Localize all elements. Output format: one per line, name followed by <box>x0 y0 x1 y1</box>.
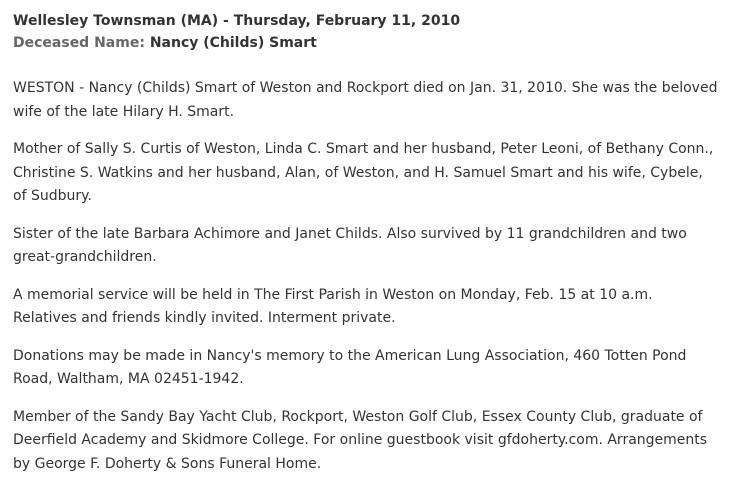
obituary-paragraph-service: A memorial service will be held in The First Parish in Weston on Monday, Feb. 15 at 10 a.m. Relatives and friends kindly invited. Interment private. <box>13 286 653 326</box>
obituary-paragraph-donations: Donations may be made in Nancy's memory to the American Lung Association, 460 Totten Pond Road, Waltham, MA 02451-1942. <box>13 347 687 387</box>
obituary-paragraph-siblings: Sister of the late Barbara Achimore and Janet Childs. Also survived by 11 grandchildren and two great-grandchildren. <box>13 225 687 265</box>
deceased-line <box>13 32 718 54</box>
header-separator: - <box>218 13 234 29</box>
publication-date: Thursday, February 11, 2010 <box>233 13 461 29</box>
publication-header <box>13 10 718 32</box>
publication-name: Wellesley Townsman (MA) <box>13 13 219 29</box>
deceased-name: Nancy (Childs) Smart <box>149 35 317 51</box>
obituary-paragraph-membership: Member of the Sandy Bay Yacht Club, Rockport, Weston Golf Club, Essex County Club, graduate of Deerfield Academy and Skidmore College. For online guestbook visit gfdoherty.com. Arrangements by George F. Doherty & Sons Funeral Home. <box>13 408 708 472</box>
obituary-paragraph-children: Mother of Sally S. Curtis of Weston, Linda C. Smart and her husband, Peter Leoni, of Bethany Conn., Christine S. Watkins and her husband, Alan, of Weston, and H. Samuel Smart and his wife, Cybele, of Sudbury. <box>13 141 714 204</box>
obituary-paragraph-intro: WESTON - Nancy (Childs) Smart of Weston and Rockport died on Jan. 31, 2010. She was the beloved wife of the late Hilary H. Smart. <box>13 80 718 120</box>
deceased-label: Deceased Name: <box>13 35 145 51</box>
